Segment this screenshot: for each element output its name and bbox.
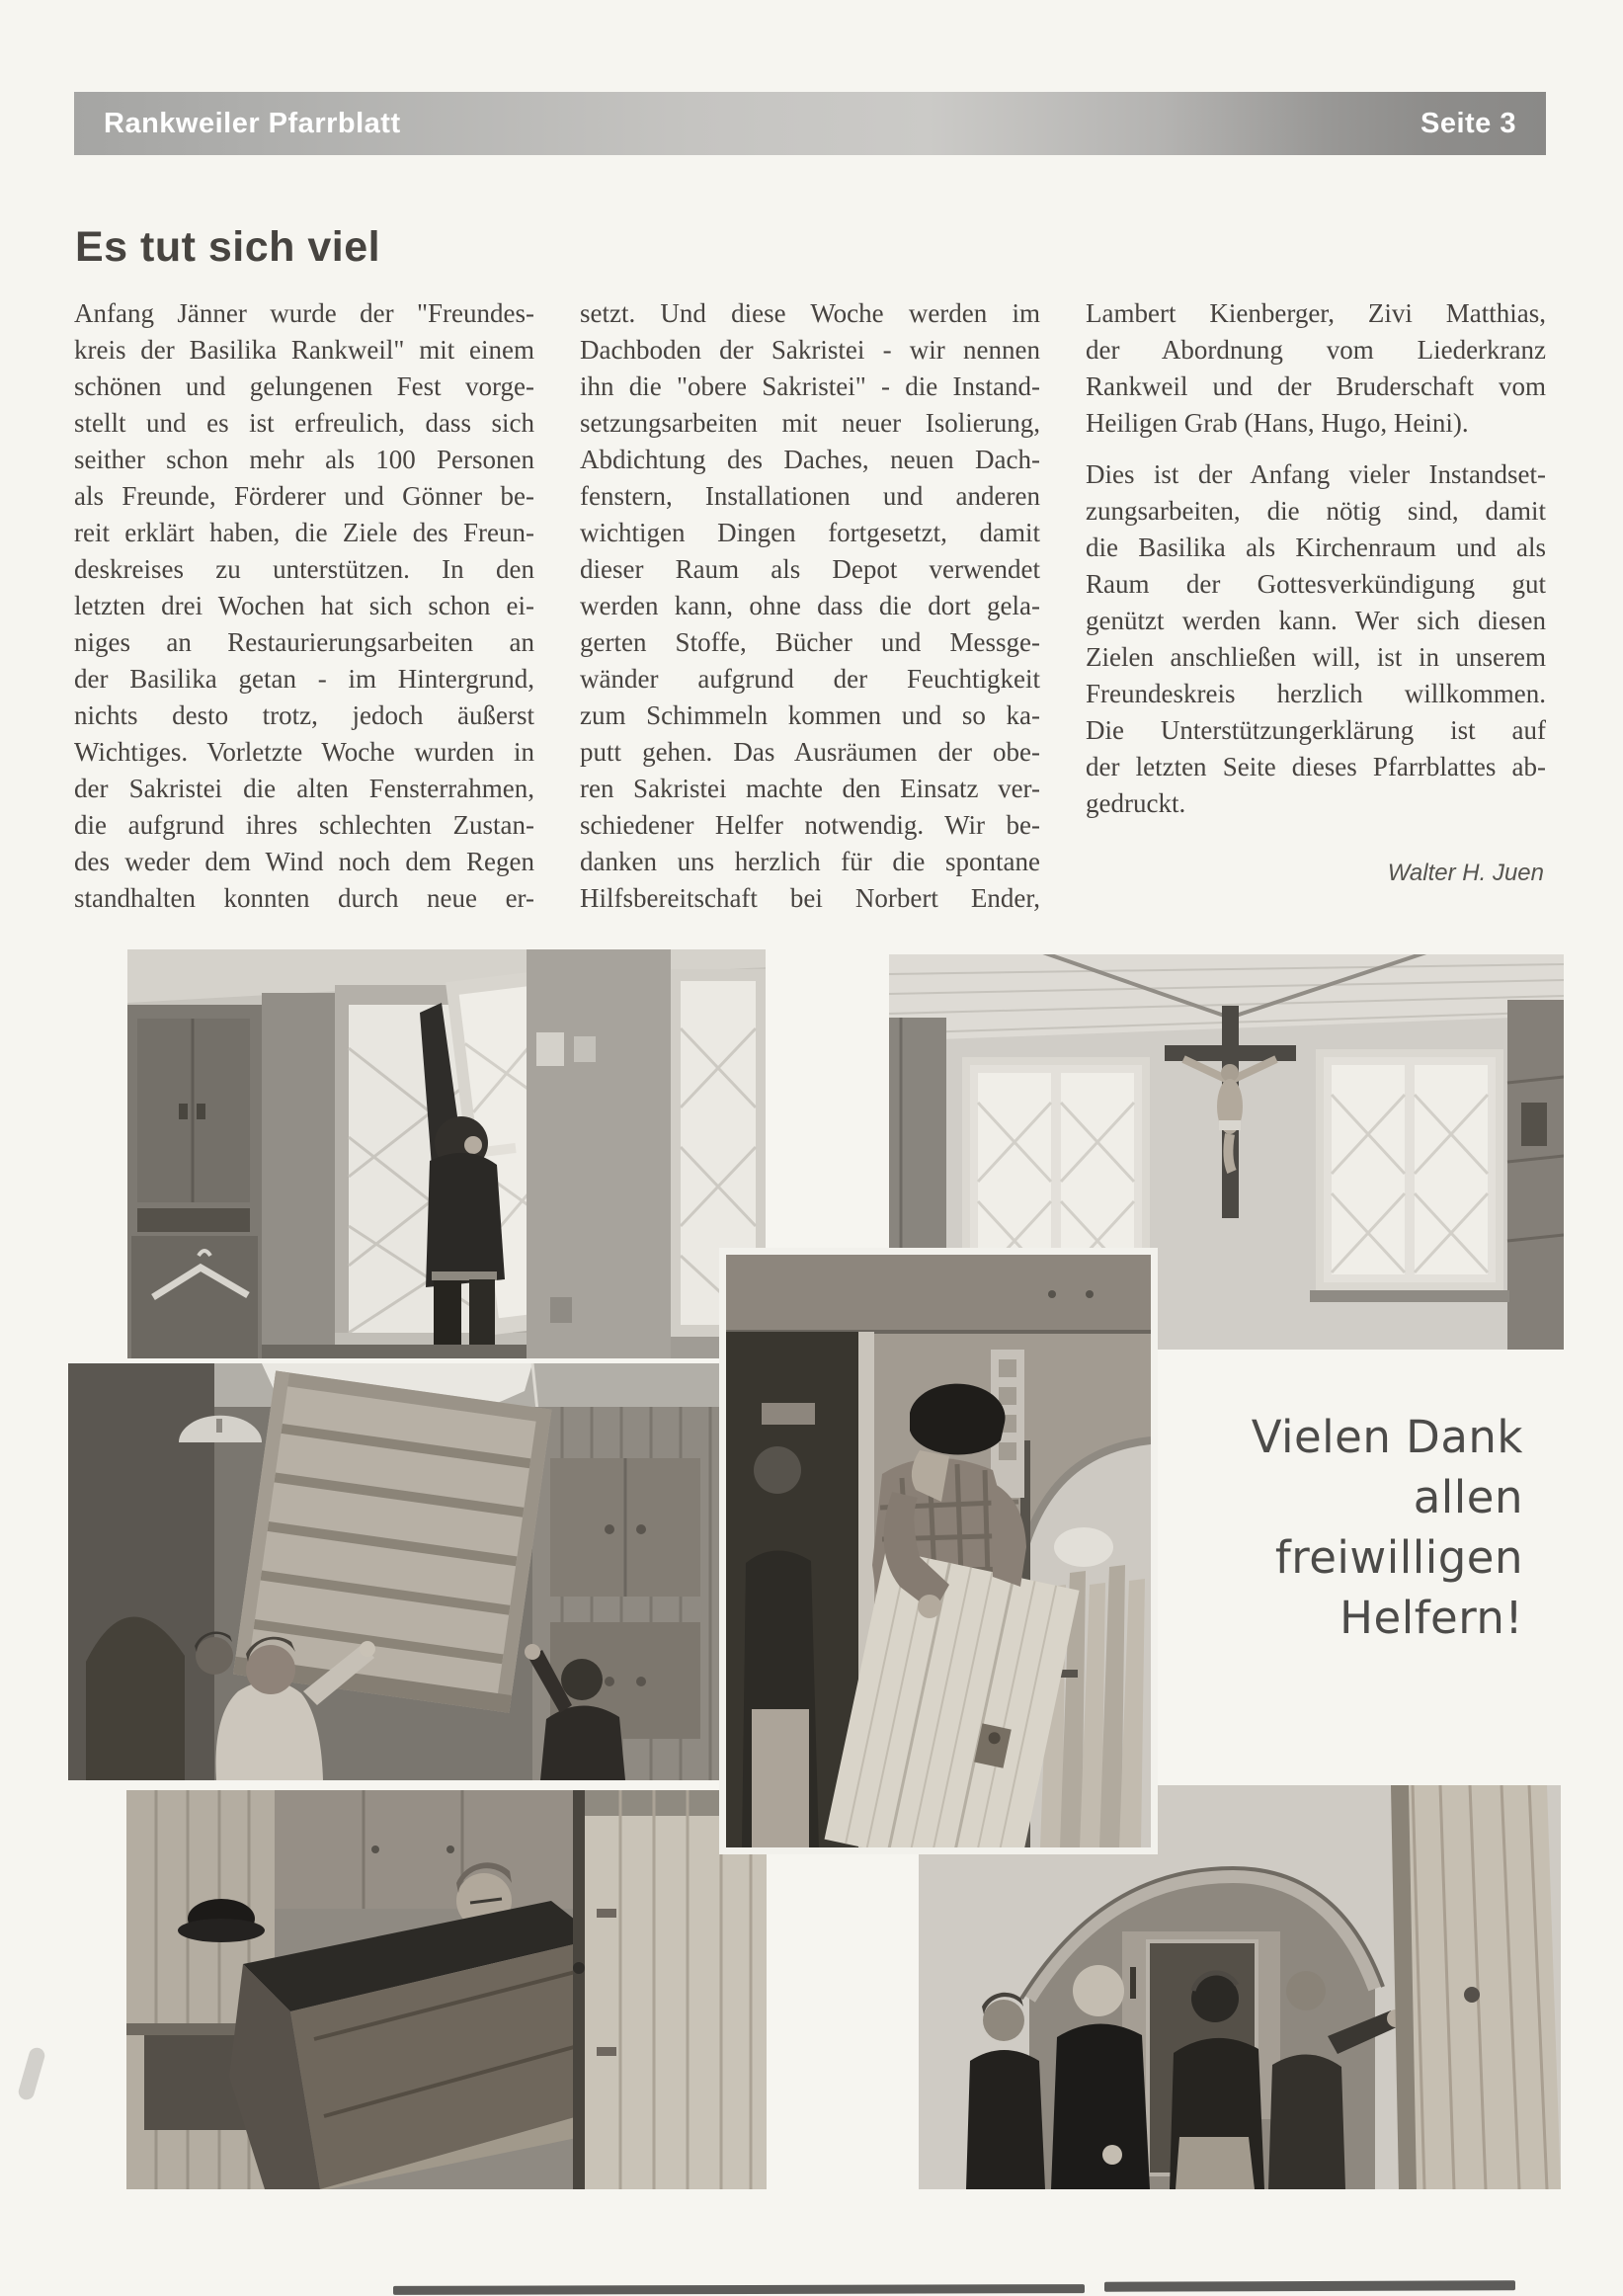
text-line: der Abordnung vom Liederkranz: [1086, 335, 1546, 365]
text-line: dieser Raum als Depot verwendet: [580, 554, 1040, 584]
scan-artifact-left-edge: [17, 2046, 46, 2101]
text-line: genützt werden kann. Wer sich diesen: [1086, 606, 1546, 635]
scan-artifact-bottom-left: [393, 2284, 1085, 2295]
text-line: der Basilika getan - im Hintergrund,: [74, 664, 534, 694]
window-installation-illustration: [127, 949, 766, 1358]
text-line: setzt. Und diese Woche werden im: [580, 298, 1040, 328]
newsletter-name: Rankweiler Pfarrblatt: [104, 107, 401, 139]
header-bar: [74, 92, 1546, 155]
panel-carrying-illustration: [726, 1255, 1151, 1847]
column3-paragraph-1: [1086, 295, 1546, 442]
text-line: wänder aufgrund der Feuchtigkeit: [580, 664, 1040, 694]
text-line: der letzten Seite dieses Pfarrblattes ab-: [1086, 752, 1546, 781]
text-line: freiwilligen: [1274, 1531, 1523, 1584]
text-line: zungsarbeiten, die nötig sind, damit: [1086, 496, 1546, 526]
text-line: gedruckt.: [1086, 788, 1186, 818]
text-line: zum Schimmeln kommen und so ka-: [580, 700, 1040, 730]
text-line: die aufgrund ihres schlechten Zustan-: [74, 810, 534, 840]
text-line: wichtigen Dingen fortgesetzt, damit: [580, 518, 1040, 547]
text-line: als Freunde, Förderer und Gönner be-: [74, 481, 534, 511]
text-line: setzungsarbeiten mit neuer Isolierung,: [580, 408, 1040, 438]
text-line: niges an Restaurierungsarbeiten an: [74, 627, 534, 657]
text-line: ren Sakristei machte den Einsatz ver-: [580, 774, 1040, 803]
text-line: Heiligen Grab (Hans, Hugo, Heini).: [1086, 408, 1469, 438]
text-line: Wichtiges. Vorletzte Woche wurden in: [74, 737, 534, 767]
text-line: Rankweil und der Bruderschaft vom: [1086, 371, 1546, 401]
text-line: Dies ist der Anfang vieler Instandset-: [1086, 459, 1546, 489]
photo-cabinet-moving: [126, 1790, 767, 2189]
text-line: letzten drei Wochen hat sich schon ei-: [74, 591, 534, 620]
text-line: stellt und es ist erfreulich, dass sich: [74, 408, 534, 438]
text-line: Zielen anschließen will, ist in unserem: [1086, 642, 1546, 672]
text-line: schiedener Helfer notwendig. Wir be-: [580, 810, 1040, 840]
column3-paragraph-2: [1086, 456, 1546, 822]
text-line: Abdichtung des Daches, neuen Dach-: [580, 445, 1040, 474]
text-line: danken uns herzlich für die spontane: [580, 847, 1040, 876]
text-line: deskreises zu unterstützen. In den: [74, 554, 534, 584]
text-line: werden kann, ohne dass die dort gela-: [580, 591, 1040, 620]
text-column-3: [1086, 295, 1546, 917]
text-line: des weder dem Wind noch dem Regen: [74, 847, 534, 876]
text-line: Hilfsbereitschaft bei Norbert Ender,: [580, 883, 1040, 913]
photo-panel-carrying: [719, 1248, 1158, 1854]
text-line: der Sakristei die alten Fensterrahmen,: [74, 774, 534, 803]
text-line: putt gehen. Das Ausräumen der obe-: [580, 737, 1040, 767]
text-line: Freundeskreis herzlich willkommen.: [1086, 679, 1546, 708]
text-line: standhalten konnten durch neue er-: [74, 883, 534, 913]
text-line: Anfang Jänner wurde der "Freundes-: [74, 298, 534, 328]
author-signature: Walter H. Juen: [1387, 860, 1544, 886]
article-body: [74, 295, 1546, 917]
text-line: Helfern!: [1339, 1592, 1523, 1644]
text-line: Die Unterstützungerklärung ist auf: [1086, 715, 1546, 745]
shelf-lifting-illustration: [68, 1363, 724, 1780]
text-line: Raum der Gottesverkündigung gut: [1086, 569, 1546, 599]
text-line: Lambert Kienberger, Zivi Matthias,: [1086, 298, 1546, 328]
text-line: allen: [1413, 1471, 1523, 1523]
text-line: gerten Stoffe, Bücher und Messge-: [580, 627, 1040, 657]
text-line: fenstern, Installationen und anderen: [580, 481, 1040, 511]
text-column-1: [74, 295, 534, 917]
text-line: nichts desto trotz, jedoch äußerst: [74, 700, 534, 730]
photo-window-installation: [127, 949, 766, 1358]
text-line: seither schon mehr als 100 Personen: [74, 445, 534, 474]
text-line: ihn die "obere Sakristei" - die Instand-: [580, 371, 1040, 401]
text-line: die Basilika als Kirchenraum und als: [1086, 533, 1546, 562]
photo-shelf-lifting: [68, 1363, 724, 1780]
text-line: kreis der Basilika Rankweil" mit einem: [74, 335, 534, 365]
text-line: schönen und gelungenen Fest vorge-: [74, 371, 534, 401]
scan-artifact-bottom-right: [1104, 2280, 1515, 2291]
text-column-2: [580, 295, 1040, 917]
article-title: Es tut sich viel: [75, 223, 381, 271]
text-line: Vielen Dank: [1251, 1411, 1523, 1463]
cabinet-moving-illustration: [126, 1790, 767, 2189]
page-number: Seite 3: [1420, 107, 1516, 139]
text-line: reit erklärt haben, die Ziele des Freun-: [74, 518, 534, 547]
text-line: Dachboden der Sakristei - wir nennen: [580, 335, 1040, 365]
